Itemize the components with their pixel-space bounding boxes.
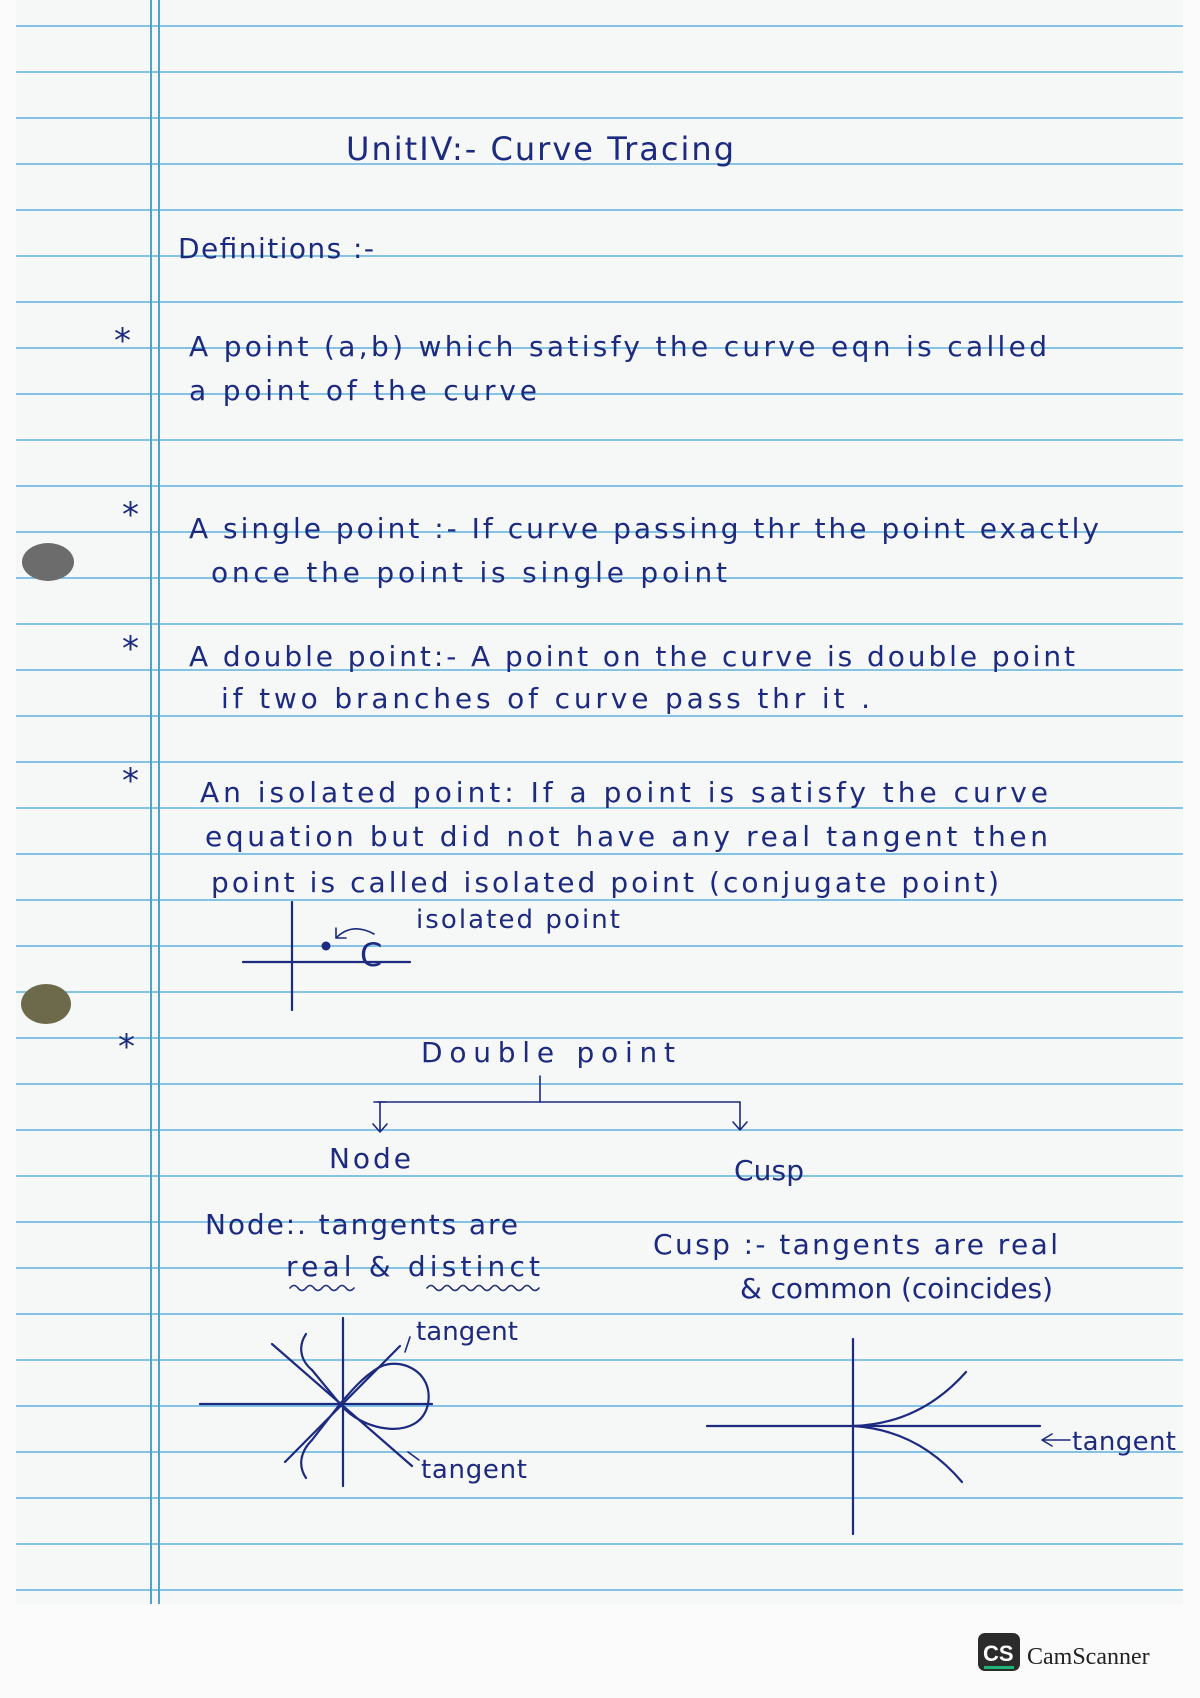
cusp-definition-line: & common (coincides) bbox=[740, 1272, 1053, 1305]
tangent-label: tangent bbox=[416, 1317, 518, 1347]
definition-point-line: A point (a,b) which satisfy the curve eqn is called bbox=[189, 330, 1047, 363]
bullet-star: * bbox=[122, 495, 139, 535]
node-definition-line: real & distinct bbox=[286, 1250, 540, 1283]
bullet-star: * bbox=[118, 1027, 135, 1067]
definition-point-line: a point of the curve bbox=[189, 374, 537, 407]
section-heading: Definitions :- bbox=[178, 232, 374, 265]
node-label: Node bbox=[329, 1142, 411, 1175]
camscanner-logo-icon bbox=[978, 1633, 1150, 1671]
punch-hole bbox=[22, 543, 74, 581]
logo-accent bbox=[984, 1666, 1014, 1669]
definition-double-point-line: A double point:- A point on the curve is double point bbox=[189, 640, 1075, 673]
bullet-star: * bbox=[114, 321, 131, 361]
punch-hole bbox=[21, 984, 71, 1024]
definition-single-point-line: once the point is single point bbox=[211, 556, 727, 589]
bullet-star: * bbox=[122, 629, 139, 669]
page-title: UnitIV:- Curve Tracing bbox=[346, 130, 734, 168]
definition-isolated-point-line: equation but did not have any real tangent then bbox=[205, 820, 1049, 853]
logo-mark: CS bbox=[983, 1641, 1014, 1666]
point-label: C bbox=[360, 936, 383, 974]
definition-double-point-line: if two branches of curve pass thr it . bbox=[221, 682, 870, 715]
tangent-label: tangent bbox=[1072, 1427, 1176, 1457]
double-point-heading: Double point bbox=[421, 1036, 675, 1069]
isolated-point-caption: isolated point bbox=[416, 905, 620, 935]
definition-single-point-line: A single point :- If curve passing thr the point exactly bbox=[189, 512, 1099, 545]
cusp-label: Cusp bbox=[734, 1154, 804, 1187]
definition-isolated-point-line: point is called isolated point (conjugate point) bbox=[211, 866, 999, 899]
brand-name: CamScanner bbox=[1027, 1644, 1150, 1670]
isolated-point-dot bbox=[322, 942, 331, 951]
node-definition-line: Node:. tangents are bbox=[205, 1208, 518, 1241]
cusp-definition-line: Cusp :- tangents are real bbox=[653, 1228, 1058, 1261]
definition-isolated-point-line: An isolated point: If a point is satisfy the curve bbox=[200, 776, 1048, 809]
tangent-label: tangent bbox=[421, 1455, 527, 1485]
bullet-star: * bbox=[122, 761, 139, 801]
